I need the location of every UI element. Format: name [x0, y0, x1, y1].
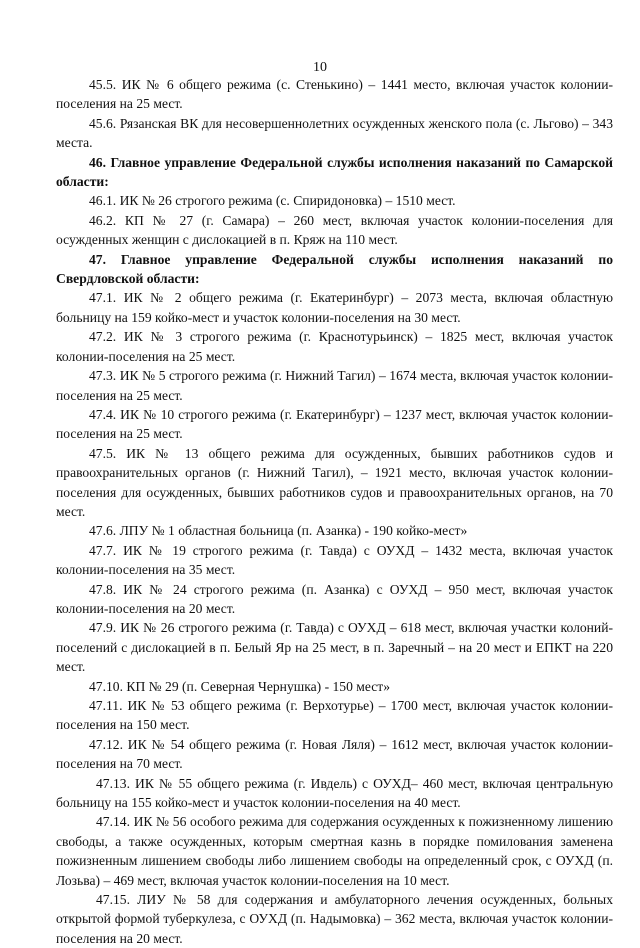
- list-item: 47.9. ИК № 26 строгого режима (г. Тавда) с ОУХД – 618 мест, включая участки колоний-поселений с дислокацией в п. Белый Яр на 25 мест, в п. Заречный – на 20 мест и ЕПКТ на 220 мест.: [56, 620, 613, 675]
- list-item: 47.12. ИК № 54 общего режима (г. Новая Ляля) – 1612 мест, включая участок колонии-поселения на 70 мест.: [56, 736, 613, 772]
- document-body: [56, 75, 613, 948]
- list-item: 47.10. КП № 29 (п. Северная Чернушка) - 150 мест»: [89, 678, 391, 694]
- list-item: 47.7. ИК № 19 строгого режима (г. Тавда) с ОУХД – 1432 места, включая участок колонии-поселения на 35 мест.: [56, 542, 613, 578]
- list-item: 47.1. ИК № 2 общего режима (г. Екатеринбург) – 2073 места, включая областную больницу на 159 койко-мест и участок колонии-поселения на 30 мест.: [56, 290, 613, 325]
- section-heading: 47. Главное управление Федеральной службы исполнения наказаний по Свердловской области:: [56, 251, 613, 287]
- list-item: 47.14. ИК № 56 особого режима для содержания осужденных к пожизненному лишению свободы, а также осужденных, которым смертная казнь в порядке помилования заменена пожизненным лишением свободы либо лишением свободы на определенный срок, с ОУХД (п. Лозьва) – 469 мест, включая участок колонии-поселения на 10 мест.: [56, 814, 613, 888]
- page-number: 10: [313, 60, 327, 75]
- list-item: 47.2. ИК № 3 строгого режима (г. Краснотурьинск) – 1825 мест, включая участок колонии-поселения на 25 мест.: [56, 329, 613, 364]
- list-item: 47.11. ИК № 53 общего режима (г. Верхотурье) – 1700 мест, включая участок колонии-поселения на 150 мест.: [56, 698, 613, 733]
- list-item: 47.6. ЛПУ № 1 областная больница (п. Азанка) - 190 койко-мест»: [89, 523, 468, 539]
- list-item: 46.1. ИК № 26 строгого режима (с. Спиридоновка) – 1510 мест.: [89, 193, 456, 209]
- list-item: 45.5. ИК № 6 общего режима (с. Стенькино) – 1441 место, включая участок колонии-поселения на 25 мест.: [56, 77, 613, 112]
- list-item: 47.13. ИК № 55 общего режима (г. Ивдель) с ОУХД– 460 мест, включая центральную больницу на 155 койко-мест и участок колонии-поселения на 40 мест.: [56, 775, 613, 811]
- list-item: 47.8. ИК № 24 строгого режима (п. Азанка) с ОУХД – 950 мест, включая участок колонии-поселения на 20 мест.: [56, 581, 613, 616]
- list-item: 47.3. ИК № 5 строгого режима (г. Нижний Тагил) – 1674 места, включая участок колонии-поселения на 25 мест.: [56, 368, 613, 403]
- list-item: 46.2. КП № 27 (г. Самара) – 260 мест, включая участок колонии-поселения для осужденных женщин с дислокацией в п. Кряж на 110 мест.: [56, 212, 613, 248]
- list-item: 47.15. ЛИУ № 58 для содержания и амбулаторного лечения осужденных, больных открытой формой туберкулеза, с ОУХД (п. Надымовка) – 362 места, включая участок колонии-поселения на 20 мест.: [56, 892, 613, 946]
- list-item: 45.6. Рязанская ВК для несовершеннолетних осужденных женского пола (с. Льгово) – 343 места.: [56, 115, 613, 151]
- list-item: 47.5. ИК № 13 общего режима для осужденных, бывших работников судов и правоохранительных органов (г. Нижний Тагил), – 1921 место, включая участок колонии-поселения для осужденных, бывших работников судов и правоохранительных органов, на 70 мест.: [56, 445, 613, 519]
- list-item: 47.4. ИК № 10 строгого режима (г. Екатеринбург) – 1237 мест, включая участок колонии-поселения на 25 мест.: [56, 406, 613, 442]
- section-heading: 46. Главное управление Федеральной службы исполнения наказаний по Самарской области:: [56, 154, 613, 190]
